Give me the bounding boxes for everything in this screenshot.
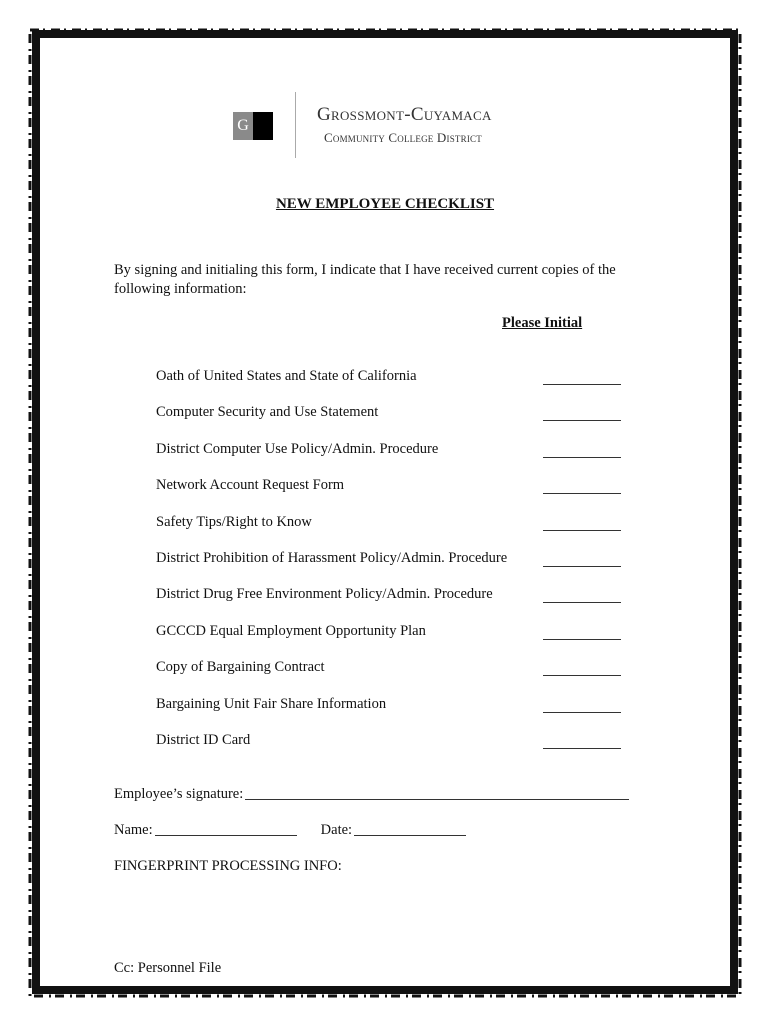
checklist-item-label: District Drug Free Environment Policy/Admin. Procedure bbox=[156, 586, 493, 603]
cc-label: Cc: Personnel File bbox=[114, 960, 222, 976]
initial-field[interactable] bbox=[543, 493, 621, 494]
signature-label: Employee’s signature: bbox=[114, 786, 244, 802]
checklist-item bbox=[156, 584, 626, 620]
signature-row bbox=[114, 786, 629, 803]
checklist-item bbox=[156, 657, 626, 693]
initial-field[interactable] bbox=[543, 675, 621, 676]
checklist-item-label: District Prohibition of Harassment Policy/Admin. Procedure bbox=[156, 549, 508, 566]
intro-text: By signing and initialing this form, I indicate that I have received current copies of the following information: bbox=[114, 262, 616, 297]
checklist-item bbox=[156, 694, 626, 730]
logo-crescent-icon bbox=[253, 112, 273, 140]
checklist-item-label: Oath of United States and State of California bbox=[156, 368, 417, 384]
checklist-item-label: Copy of Bargaining Contract bbox=[156, 659, 325, 676]
date-label: Date: bbox=[320, 822, 353, 838]
logo-subtitle: Community College District bbox=[324, 130, 482, 145]
checklist-item bbox=[156, 439, 626, 475]
initial-field[interactable] bbox=[543, 602, 621, 603]
initial-field[interactable] bbox=[543, 457, 621, 458]
signature-field[interactable] bbox=[245, 799, 629, 800]
checklist-item bbox=[156, 475, 626, 511]
checklist-item-label: Network Account Request Form bbox=[156, 477, 345, 494]
checklist-item bbox=[156, 366, 626, 402]
logo-g-letter: G bbox=[233, 112, 253, 140]
initial-field[interactable] bbox=[543, 748, 621, 749]
name-date-row bbox=[114, 822, 466, 839]
page-title: NEW EMPLOYEE CHECKLIST bbox=[275, 196, 495, 212]
initial-field[interactable] bbox=[543, 566, 621, 567]
logo-divider bbox=[295, 92, 296, 158]
logo-mark-icon bbox=[233, 112, 273, 140]
district-logo bbox=[233, 92, 533, 158]
checklist-item-label: District ID Card bbox=[156, 731, 251, 748]
logo-name: Grossmont-Cuyamaca bbox=[317, 104, 492, 125]
initial-field[interactable] bbox=[543, 384, 621, 385]
initial-column-heading: Please Initial bbox=[502, 315, 583, 331]
checklist-item bbox=[156, 730, 626, 766]
initial-field[interactable] bbox=[543, 639, 621, 640]
checklist-item bbox=[156, 548, 626, 584]
name-field[interactable] bbox=[155, 835, 297, 836]
initial-field[interactable] bbox=[543, 712, 621, 713]
name-label: Name: bbox=[114, 822, 153, 838]
checklist-item-label: GCCCD Equal Employment Opportunity Plan bbox=[156, 622, 426, 639]
initial-field[interactable] bbox=[543, 530, 621, 531]
initial-field[interactable] bbox=[543, 420, 621, 421]
checklist-item-label: Computer Security and Use Statement bbox=[156, 404, 379, 421]
checklist-item-label: Safety Tips/Right to Know bbox=[156, 513, 312, 530]
fingerprint-label: FINGERPRINT PROCESSING INFO: bbox=[114, 858, 342, 874]
checklist-item-label: District Computer Use Policy/Admin. Procedure bbox=[156, 440, 439, 457]
date-field[interactable] bbox=[354, 835, 466, 836]
checklist-item-label: Bargaining Unit Fair Share Information bbox=[156, 695, 387, 712]
checklist-item bbox=[156, 512, 626, 548]
checklist bbox=[156, 366, 626, 766]
checklist-item bbox=[156, 402, 626, 438]
checklist-item bbox=[156, 621, 626, 657]
